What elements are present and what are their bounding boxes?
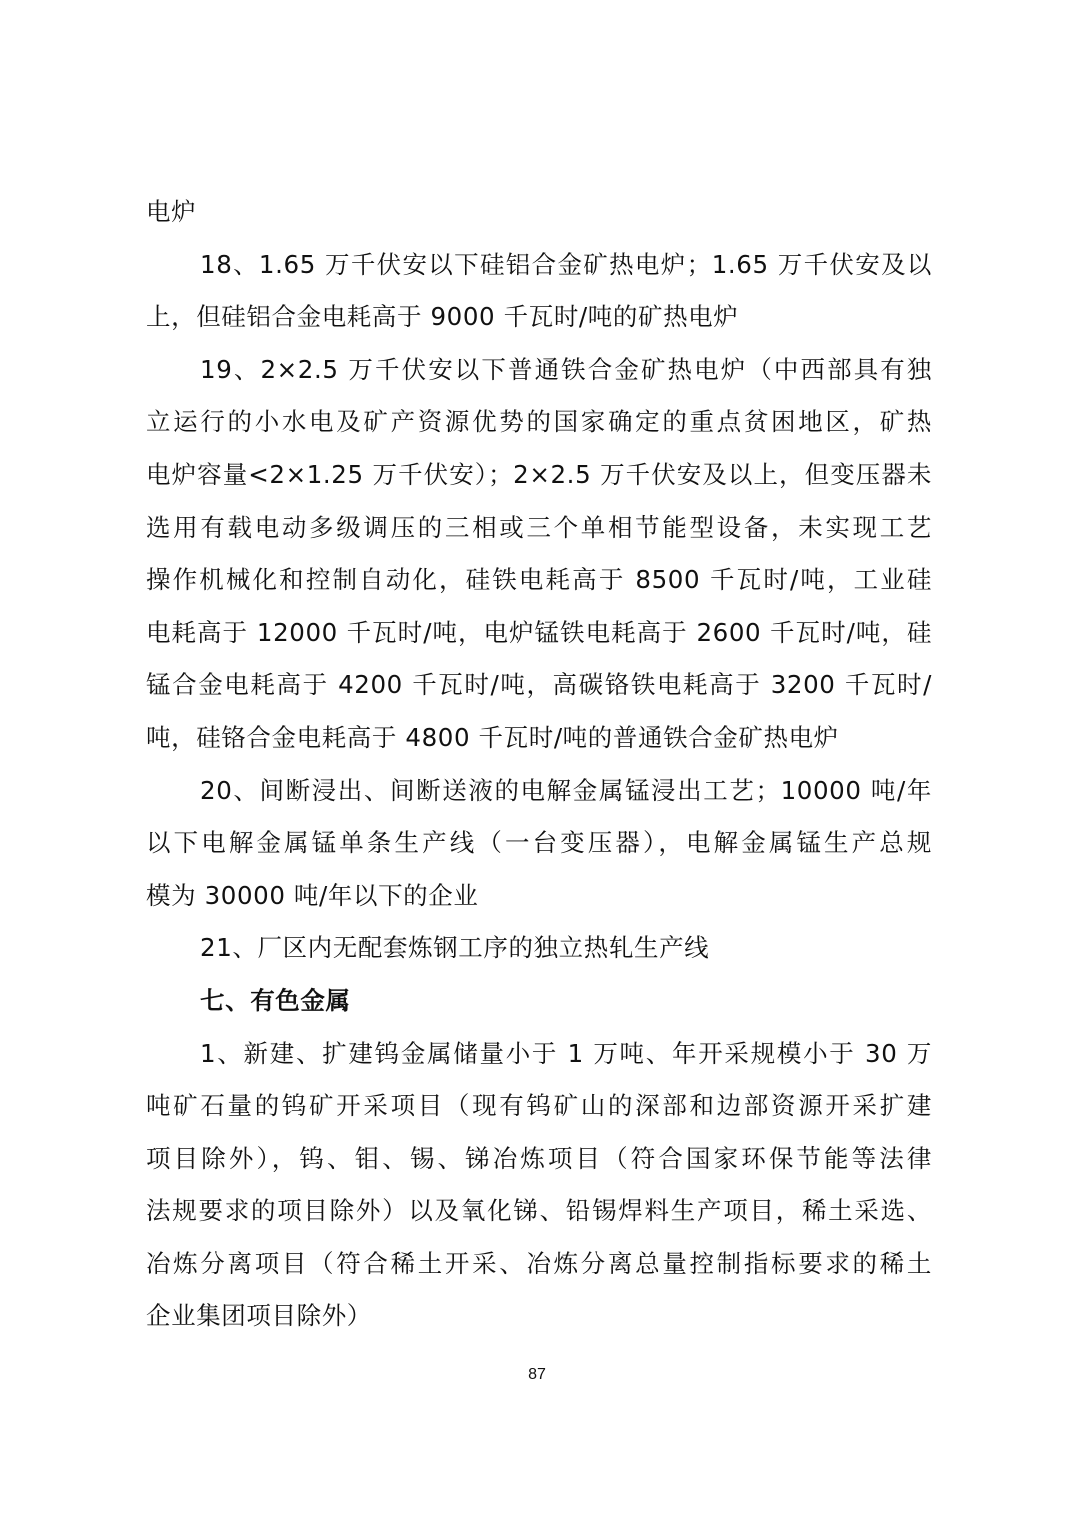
text-line: 企业集团项目除外）	[146, 1301, 372, 1331]
text-line: 上，但硅铝合金电耗高于 9000 千瓦时/吨的矿热电炉	[146, 302, 739, 332]
text-line: 锰合金电耗高于 4200 千瓦时/吨，高碳铬铁电耗高于 3200 千瓦时/	[146, 670, 932, 700]
text-line: 18、1.65 万千伏安以下硅铝合金矿热电炉；1.65 万千伏安及以	[200, 249, 932, 279]
document-body	[146, 186, 932, 1343]
text-line: 吨矿石量的钨矿开采项目（现有钨矿山的深部和边部资源开采扩建	[146, 1091, 932, 1121]
text-line: 操作机械化和控制自动化，硅铁电耗高于 8500 千瓦时/吨，工业硅	[146, 565, 932, 595]
text-line: 模为 30000 吨/年以下的企业	[146, 880, 479, 910]
text-line: 以下电解金属锰单条生产线（一台变压器），电解金属锰生产总规	[146, 828, 932, 858]
text-line: 法规要求的项目除外）以及氧化锑、铅锡焊料生产项目，稀土采选、	[146, 1196, 932, 1226]
text-line: 项目除外），钨、钼、锡、锑冶炼项目（符合国家环保节能等法律	[146, 1143, 932, 1173]
text-line: 冶炼分离项目（符合稀土开采、冶炼分离总量控制指标要求的稀土	[146, 1248, 932, 1278]
text-line: 21、厂区内无配套炼钢工序的独立热轧生产线	[200, 933, 710, 963]
text-line: 1、新建、扩建钨金属储量小于 1 万吨、年开采规模小于 30 万	[200, 1038, 932, 1068]
text-line: 立运行的小水电及矿产资源优势的国家确定的重点贫困地区，矿热	[146, 407, 932, 437]
text-line: 吨，硅铬合金电耗高于 4800 千瓦时/吨的普通铁合金矿热电炉	[146, 722, 839, 752]
text-line: 选用有载电动多级调压的三相或三个单相节能型设备，未实现工艺	[146, 512, 932, 542]
text-line: 电炉容量<2×1.25 万千伏安）；2×2.5 万千伏安及以上，但变压器未	[146, 459, 932, 489]
section-heading: 七、有色金属	[200, 985, 351, 1015]
text-line: 电耗高于 12000 千瓦时/吨，电炉锰铁电耗高于 2600 千瓦时/吨，硅	[146, 617, 932, 647]
text-line: 电炉	[146, 197, 197, 226]
text-line: 19、2×2.5 万千伏安以下普通铁合金矿热电炉（中西部具有独	[200, 354, 932, 384]
text-line: 20、间断浸出、间断送液的电解金属锰浸出工艺；10000 吨/年	[200, 775, 932, 805]
page-number: 87	[528, 1366, 546, 1383]
